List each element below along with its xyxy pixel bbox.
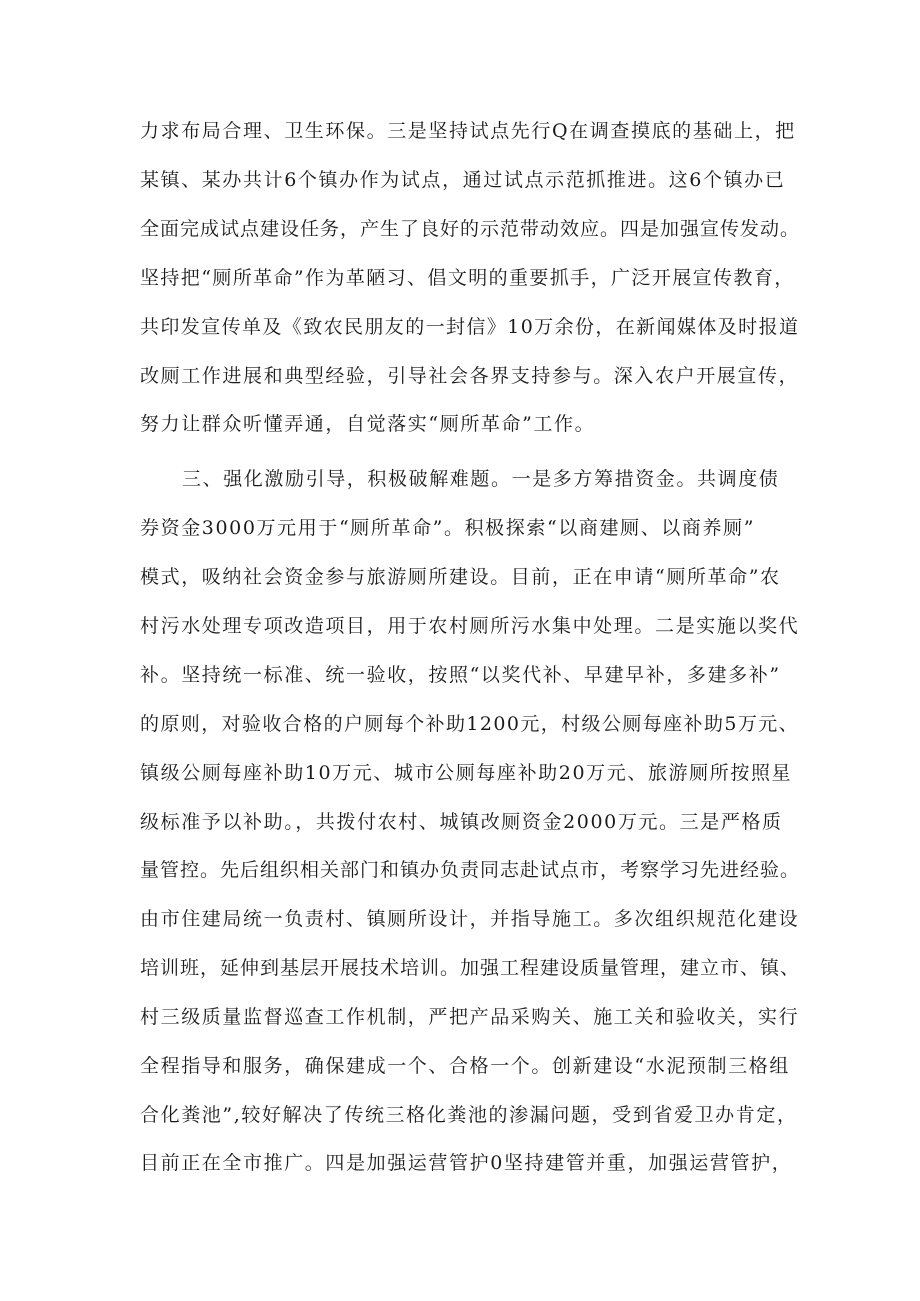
paragraph-line: 镇级公厕每座补助10万元、城市公厕每座补助20万元、旅游厕所按照星 xyxy=(140,762,793,784)
paragraph-line: 某镇、某办共计6个镇办作为试点，通过试点示范抓推进。这6个镇办已 xyxy=(140,169,786,191)
paragraph-line: 补。坚持统一标准、统一验收，按照“以奖代补、早建早补，多建多补” xyxy=(140,664,781,686)
paragraph-line: 力求布局合理、卫生环保。三是坚持试点先行Q在调查摸底的基础上，把 xyxy=(140,120,796,142)
paragraph-line: 共印发宣传单及《致农民朋友的一封信》10万余份，在新闻媒体及时报道 xyxy=(140,316,800,338)
paragraph-line: 级标准予以补助。，共拨付农村、城镇改厕资金2000万元。三是严格质 xyxy=(140,811,783,833)
paragraph-line: 坚持把“厕所革命”作为革陋习、倡文明的重要抓手，广泛开展宣传教育， xyxy=(140,267,795,289)
paragraph-line: 努力让群众听懂弄通，自觉落实“厕所革命”工作。 xyxy=(140,413,596,435)
paragraph-line: 改厕工作进展和典型经验，引导社会各界支持参与。深入农户开展宣传， xyxy=(140,365,800,387)
paragraph-line: 目前正在全市推广。四是加强运营管护0坚持建管并重，加强运营管护， xyxy=(140,1152,793,1174)
paragraph-line: 合化粪池”,较好解决了传统三格化粪池的渗漏问题，受到省爱卫办肯定， xyxy=(140,1104,798,1126)
paragraph-line: 的原则，对验收合格的户厕每个补助1200元，村级公厕每座补助5万元、 xyxy=(140,713,800,735)
paragraph-line: 全程指导和服务，确保建成一个、合格一个。创新建设“水泥预制三格组 xyxy=(140,1055,790,1077)
paragraph-line: 券资金3000万元用于“厕所革命”。积极探索“以商建厕、以商养厕” xyxy=(140,517,756,539)
paragraph-line: 全面完成试点建设任务，产生了良好的示范带动效应。四是加强宣传发动。 xyxy=(140,218,801,240)
paragraph-line: 村三级质量监督巡查工作机制，严把产品采购关、施工关和验收关，实行 xyxy=(140,1006,800,1028)
paragraph-line: 村污水处理专项改造项目，用于农村厕所污水集中处理。二是实施以奖代 xyxy=(140,615,800,637)
paragraph-line: 模式，吸纳社会资金参与旅游厕所建设。目前，正在申请“厕所革命”农 xyxy=(140,566,781,588)
paragraph-line: 量管控。先后组织相关部门和镇办负责同志赴试点市，考察学习先进经验。 xyxy=(140,859,801,881)
paragraph-line: 由市住建局统一负责村、镇厕所设计，并指导施工。多次组织规范化建设 xyxy=(140,908,800,930)
paragraph-line: 培训班，延伸到基层开展技术培训。加强工程建设质量管理，建立市、镇、 xyxy=(140,957,801,979)
paragraph-line: 三、强化激励引导，积极破解难题。一是多方筹措资金。共调度债 xyxy=(182,468,780,490)
